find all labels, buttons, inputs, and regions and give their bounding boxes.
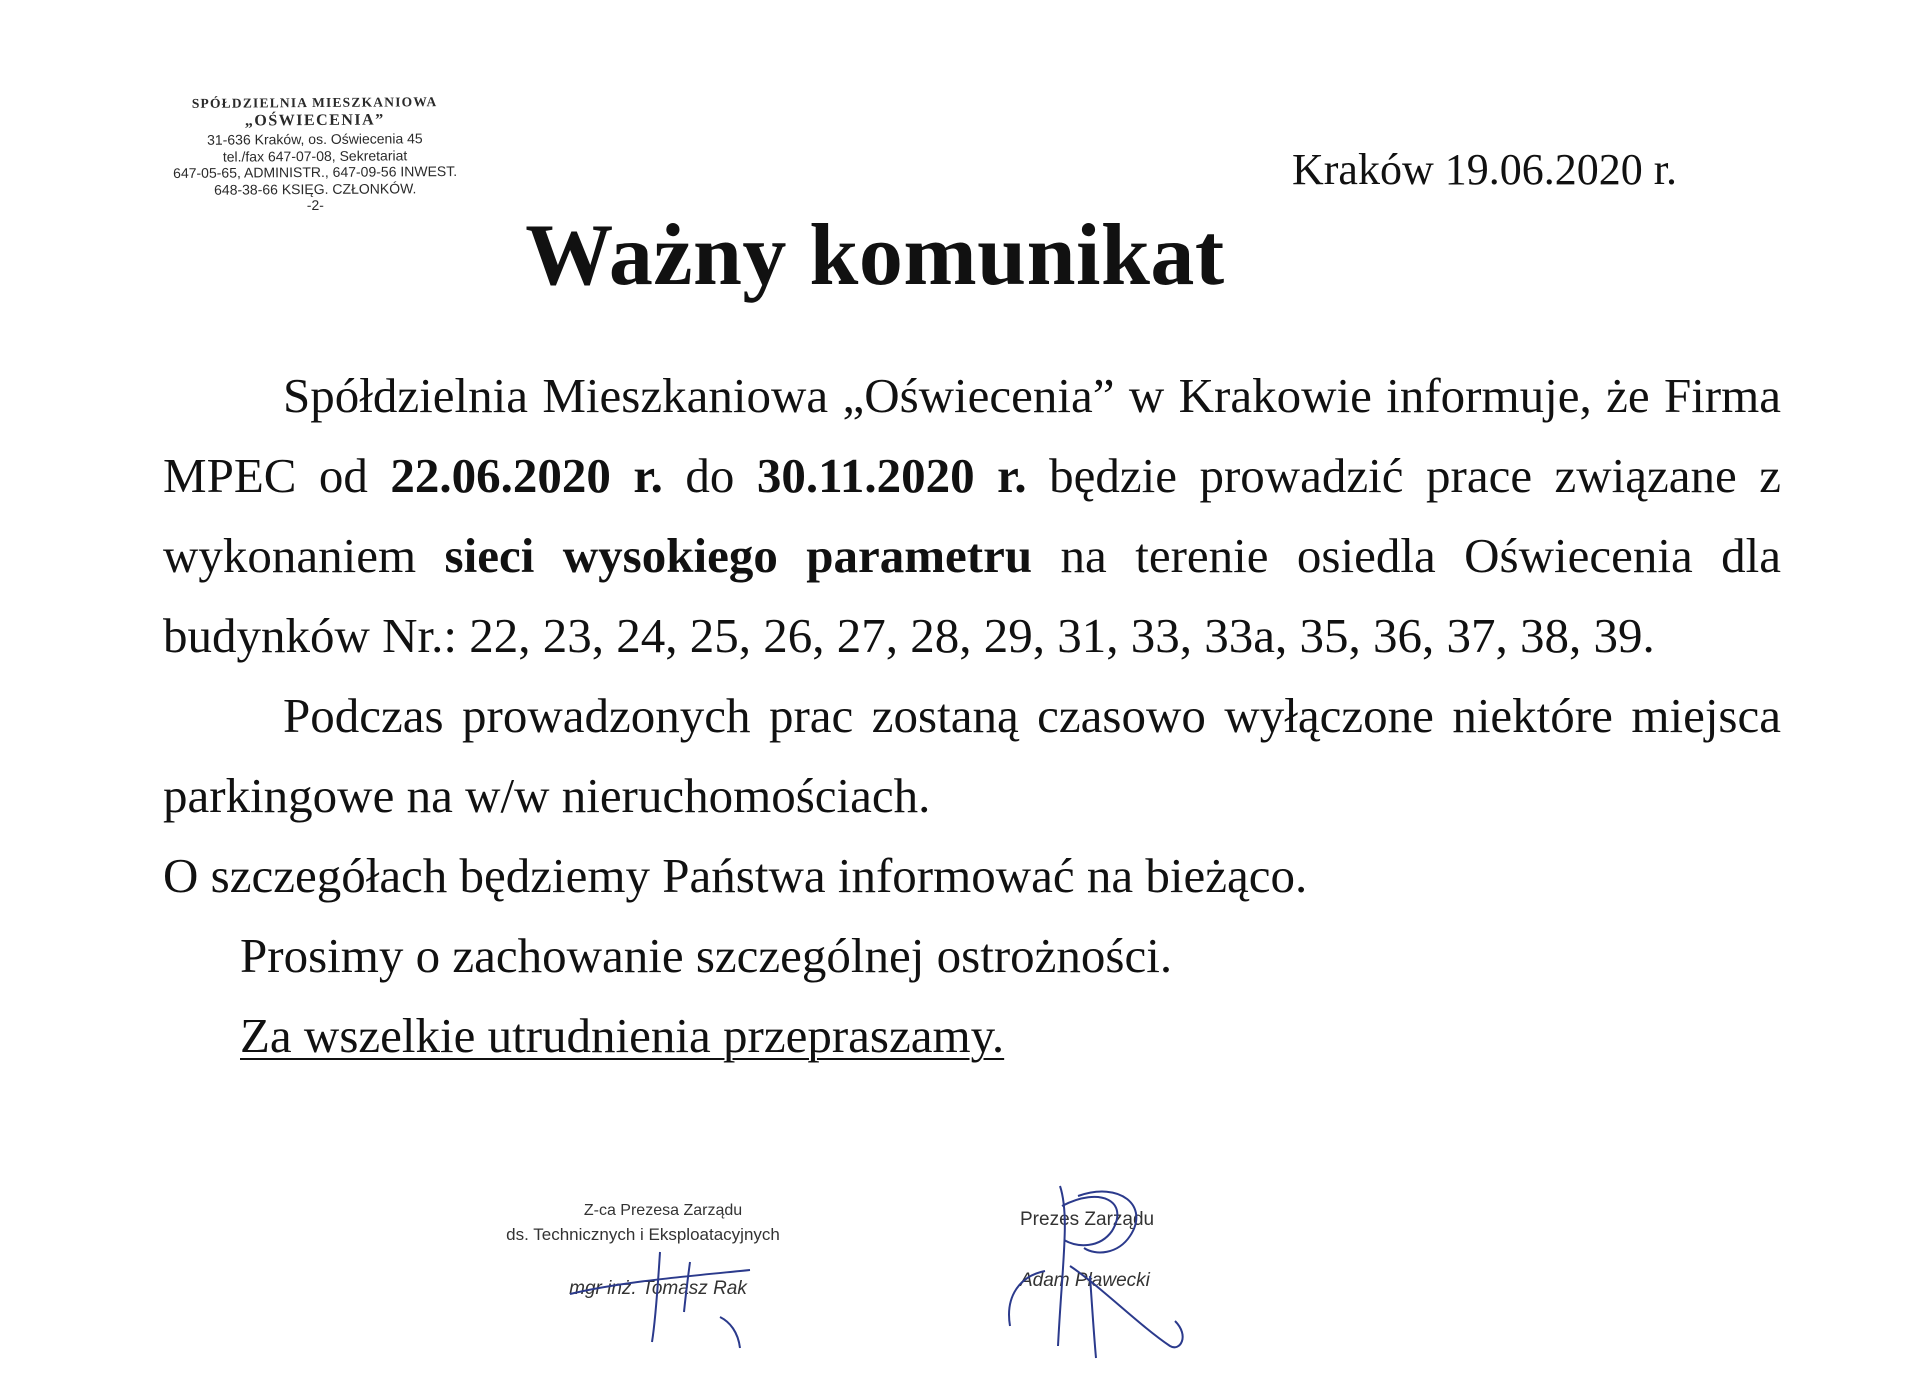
deputy-name: mgr inż. Tomasz Rak: [569, 1278, 747, 1299]
stamp-org-name: „OŚWIECENIA”: [244, 111, 385, 130]
stamp-address: 31-636 Kraków, os. Oświecenia 45: [207, 130, 423, 148]
page-title: Ważny komunikat: [525, 207, 1225, 304]
document-date: Kraków 19.06.2020 r.: [1292, 145, 1677, 194]
president-role: Prezes Zarządu: [1020, 1209, 1155, 1230]
announcement-body: [163, 356, 1781, 1076]
stamp-phones-admin: 647-05-65, ADMINISTR., 647-09-56 INWEST.: [173, 163, 458, 181]
signature-block-president: [1014, 1208, 1194, 1296]
signature-block-deputy: [478, 1200, 808, 1304]
letterhead-stamp: [150, 93, 481, 215]
paragraph-works-text-2: do: [662, 448, 757, 503]
deputy-role: Z-ca Prezesa Zarządu: [583, 1202, 743, 1219]
paragraph-works-text-1: Spółdzielnia Mieszkaniowa „Oświecenia” w Krakowie informuje, że Firma MPEC od: [163, 368, 1781, 503]
president-name: Adam Pławecki: [1020, 1270, 1150, 1291]
stamp-phone: tel./fax 647-07-08, Sekretariat: [222, 146, 408, 165]
stamp-number: -2-: [306, 196, 324, 214]
stamp-phones-members: 648-38-66 KSIĘG. CZŁONKÓW.: [214, 179, 417, 198]
paragraph-works: [163, 356, 1781, 676]
date-to: 30.11.2020 r.: [756, 448, 1027, 503]
deputy-role-detail: ds. Technicznych i Eksploatacyjnych: [506, 1225, 780, 1244]
paragraph-works-text-4: na terenie osiedla Oświecenia dla budynków Nr.: 22, 23, 24, 25, 26, 27, 28, 29, 31, 33, 33a, 35, 36, 37, 38, 39.: [163, 528, 1781, 663]
caution-line: Prosimy o zachowanie szczególnej ostrożności.: [240, 928, 1173, 983]
network-phrase: sieci wysokiego parametru: [444, 528, 1033, 583]
paragraph-parking: Podczas prowadzonych prac zostaną czasowo wyłączone niektóre miejsca parkingowe na w/w nieruchomościach.: [163, 688, 1781, 823]
paragraph-works-text-3: będzie prowadzić prace związane z wykonaniem: [163, 448, 1782, 583]
date-from: 22.06.2020 r.: [390, 448, 663, 503]
apology-line: [163, 996, 1781, 1076]
paragraph-info: O szczegółach będziemy Państwa informować na bieżąco.: [163, 848, 1308, 903]
apology-text: Za wszelkie utrudnienia przepraszamy.: [240, 1008, 1005, 1063]
stamp-org-line: SPÓŁDZIELNIA MIESZKANIOWA: [191, 94, 438, 111]
